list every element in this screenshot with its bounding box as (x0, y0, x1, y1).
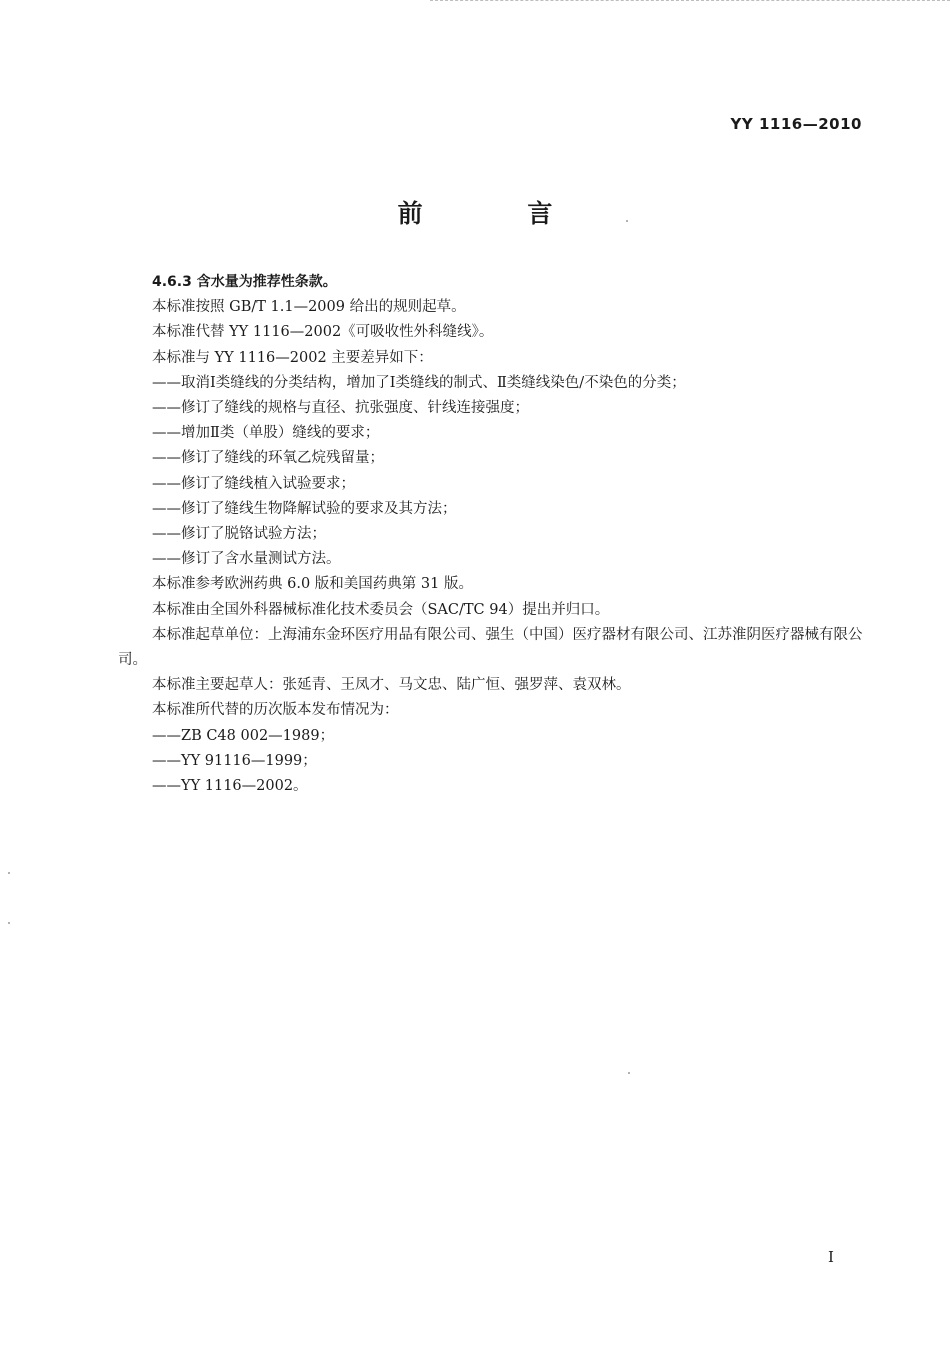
list-item-previous-edition: ——YY 91116—1999； (152, 752, 317, 769)
page-title: 前 言 (397, 199, 601, 228)
foreword-body (118, 270, 863, 799)
list-item-difference: ——修订了脱铬试验方法； (152, 526, 326, 543)
top-rule (430, 0, 950, 1)
paragraph-drafting-rules: 本标准按照 GB/T 1.1—2009 给出的规则起草。 (152, 299, 466, 316)
scan-speck (8, 872, 10, 874)
list-item-previous-edition: ——YY 1116—2002。 (152, 778, 308, 795)
paragraph-differences-intro: 本标准与 YY 1116—2002 主要差异如下： (152, 349, 433, 366)
document-code: YY 1116—2010 (730, 115, 862, 133)
list-item-previous-edition: ——ZB C48 002—1989； (152, 727, 335, 744)
list-item-difference: ——增加Ⅱ类（单股）缝线的要求； (152, 425, 380, 442)
paragraph-references: 本标准参考欧洲药典 6.0 版和美国药典第 31 版。 (152, 576, 473, 593)
scan-speck (626, 220, 628, 222)
list-item-difference: ——修订了含水量测试方法。 (152, 551, 341, 568)
list-item-difference: ——修订了缝线植入试验要求； (152, 475, 355, 492)
paragraph-committee: 本标准由全国外科器械标准化技术委员会（SAC/TC 94）提出并归口。 (152, 601, 610, 618)
list-item-difference: ——修订了缝线的规格与直径、抗张强度、针线连接强度； (152, 400, 529, 417)
paragraph-replaces: 本标准代替 YY 1116—2002《可吸收性外科缝线》。 (152, 324, 494, 341)
paragraph-drafters: 本标准主要起草人：张延青、王凤才、马文忠、陆广恒、强罗萍、袁双林。 (152, 677, 631, 694)
paragraph-drafting-units: 本标准起草单位：上海浦东金环医疗用品有限公司、强生（中国）医疗器材有限公司、江苏淮阴医疗器械有限公司。 (118, 626, 863, 669)
paragraph-previous-editions: 本标准所代替的历次版本发布情况为： (152, 702, 399, 719)
list-item-difference: ——取消Ⅰ类缝线的分类结构，增加了Ⅰ类缝线的制式、Ⅱ类缝线染色/不染色的分类； (152, 374, 686, 391)
clause-note: 4.6.3 含水量为推荐性条款。 (152, 274, 337, 290)
page-number: I (828, 1248, 834, 1266)
scan-speck (628, 1072, 630, 1074)
list-item-difference: ——修订了缝线生物降解试验的要求及其方法； (152, 500, 457, 517)
list-item-difference: ——修订了缝线的环氧乙烷残留量； (152, 450, 384, 467)
scan-speck (8, 922, 10, 924)
